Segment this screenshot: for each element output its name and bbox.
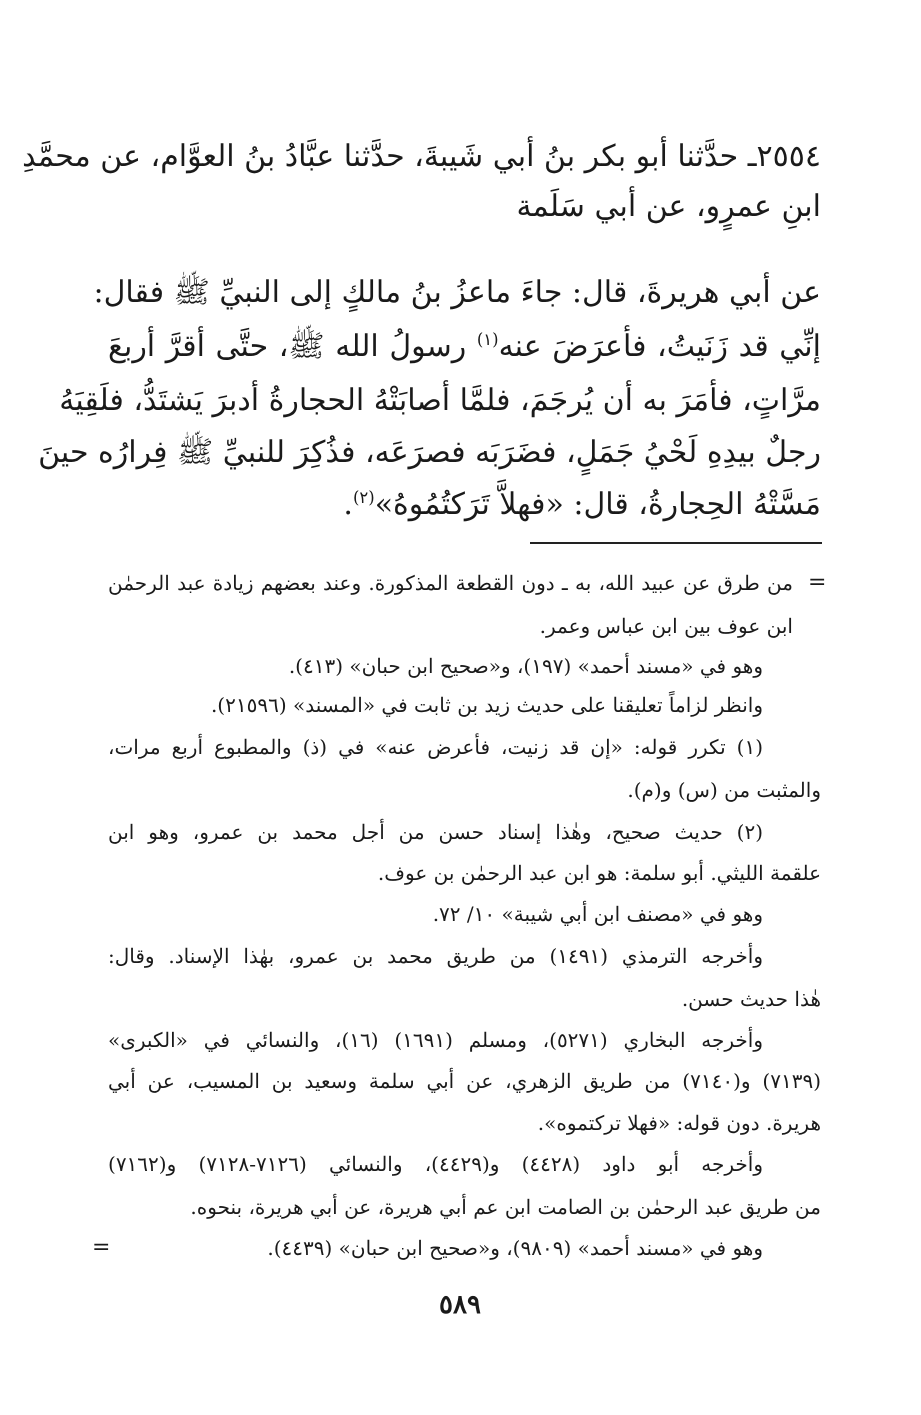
footnote-line: وانظر لزاماً تعليقنا على حديث زيد بن ثابت في «المسند» (٢١٥٩٦). xyxy=(210,693,763,717)
hadith-isnad-line-1: ٢٥٥٤ـ حدَّثنا أبو بكر بنُ أبي شَيبةَ، حدَّثنا عبَّادُ بنُ العوَّام، عن محمَّدِ xyxy=(22,139,821,174)
footnote-2-line: وأخرجه الترمذي (١٤٩١) من طريق محمد بن عمرو، بهٰذا الإسناد. وقال: xyxy=(108,944,763,968)
footnote-2-line: (٧١٣٩) و(٧١٤٠) من طريق الزهري، عن أبي سلمة وسعيد بن المسيب، عن أبي xyxy=(108,1069,821,1093)
footnote-1-line: (١) تكرر قوله: «إن قد زنيت، فأعرض عنه» في (ذ) والمطبوع أربع مرات، xyxy=(108,735,763,759)
hadith-matn-line-5 xyxy=(343,480,821,530)
footnote-ref-2: (٢) xyxy=(352,488,375,507)
footnote-2-line: علقمة الليثي. أبو سلمة: هو ابن عبد الرحمٰن بن عوف. xyxy=(377,861,821,885)
matn-text: مَسَّتْهُ الحِجارةُ، قال: «فهلاَّ تَرَكتُمُوهُ» xyxy=(374,487,821,522)
page-number: ٥٨٩ xyxy=(439,1290,481,1320)
footnote-2-line: وهو في «مصنف ابن أبي شيبة» ١٠/ ٧٢. xyxy=(432,902,763,926)
footnote-separator xyxy=(530,542,822,544)
footnote-2-line: وأخرجه أبو داود (٤٤٢٨) و(٤٤٢٩)، والنسائي (٧١٢٦-٧١٢٨) و(٧١٦٢) xyxy=(108,1152,764,1176)
footnote-2-line: من طريق عبد الرحمٰن بن الصامت ابن عم أبي هريرة، عن أبي هريرة، بنحوه. xyxy=(190,1195,821,1219)
hadith-matn-line-3: مرَّاتٍ، فأمَرَ به أن يُرجَمَ، فلمَّا أصابَتْهُ الحجارةُ أدبرَ يَشتَدُّ، فلَقِيَهُ xyxy=(59,383,821,418)
hadith-isnad-line-2: ابنِ عمرٍو، عن أبي سَلَمة xyxy=(516,189,821,224)
footnote-2-line: وأخرجه البخاري (٥٢٧١)، ومسلم (١٦٩١) (١٦)، والنسائي في «الكبرى» xyxy=(108,1028,763,1052)
footnote-2-line: (٢) حديث صحيح، وهٰذا إسناد حسن من أجل محمد بن عمرو، وهو ابن xyxy=(108,820,763,844)
footnote-ref-1: (١) xyxy=(476,330,499,349)
matn-text: . xyxy=(343,487,353,522)
footnote-2-line: هريرة. دون قوله: «فهلا تركتموه». xyxy=(537,1111,821,1135)
hadith-matn-line-2 xyxy=(108,322,821,372)
continuation-mark-bottom: = xyxy=(92,1235,111,1260)
hadith-matn-line-1: عن أبي هريرةَ، قال: جاءَ ماعزُ بنُ مالكٍ إلى النبيِّ ﷺ فقال: xyxy=(93,275,821,310)
footnote-line: من طرق عن عبيد الله، به ـ دون القطعة المذكورة. وعند بعضهم زيادة عبد الرحمٰن xyxy=(108,571,793,595)
footnote-2-line: وهو في «مسند أحمد» (٩٨٠٩)، و«صحيح ابن حبان» (٤٤٣٩). xyxy=(267,1236,763,1260)
matn-text: إنِّي قد زَنَيتُ، فأعرَضَ عنه xyxy=(498,329,821,364)
footnote-1-line: والمثبت من (س) و(م). xyxy=(627,778,821,802)
footnote-2-line: هٰذا حديث حسن. xyxy=(681,987,821,1011)
footnote-line: وهو في «مسند أحمد» (١٩٧)، و«صحيح ابن حبان» (٤١٣). xyxy=(288,654,763,678)
hadith-matn-line-4: رجلٌ بيدِهِ لَحْيُ جَمَلٍ، فضَرَبَه فصرَعَه، فذُكِرَ للنبيِّ ﷺ فِرارُه حينَ xyxy=(38,435,821,470)
continuation-mark-top: = xyxy=(808,570,827,595)
footnote-line: ابن عوف بين ابن عباس وعمر. xyxy=(539,614,793,638)
matn-text: رسولُ الله ﷺ، حتَّى أقرَّ أربعَ xyxy=(108,329,477,364)
